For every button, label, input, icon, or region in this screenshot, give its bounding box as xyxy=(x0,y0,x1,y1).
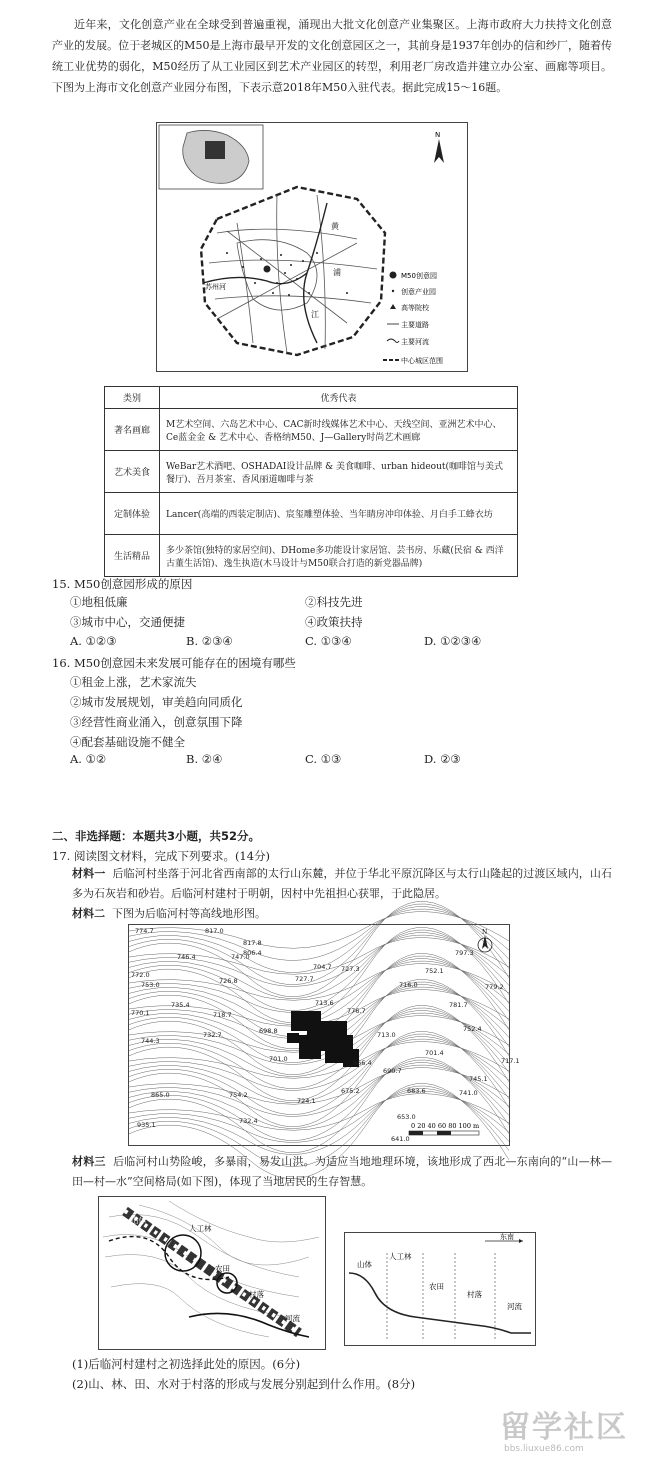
legend-university: 高等院校 xyxy=(401,304,429,312)
label-pu: 浦 xyxy=(333,268,341,277)
elevation-label: 817.0 xyxy=(205,927,224,935)
elevation-label: 744.3 xyxy=(141,1037,160,1045)
contour-line xyxy=(129,1068,509,1105)
contour-north-label: N xyxy=(482,929,488,936)
q16-item: ④配套基础设施不健全 xyxy=(70,735,185,749)
table-cell-examples: 多少茶馆(独特的家居空间)、DHome多功能设计家居馆、芸书房、乐藏(民宿 & 西洋古董生活馆)、逸生执造(木马设计与M50联合打造的新党器品牌) xyxy=(160,535,518,577)
elevation-label: 641.0 xyxy=(391,1135,410,1143)
shanghai-creative-park-map xyxy=(156,122,468,372)
elevation-label: 741.0 xyxy=(459,1089,478,1097)
site-watermark-logo xyxy=(500,1402,650,1462)
material-one-label: 材料一 xyxy=(72,867,106,880)
label-jiang: 江 xyxy=(311,310,319,319)
material-two xyxy=(72,904,266,924)
q16-choice-c[interactable]: C. ①③ xyxy=(305,752,342,766)
cross-section-figure xyxy=(344,1232,536,1346)
north-arrow-icon xyxy=(434,139,444,163)
table-row xyxy=(105,535,518,577)
elevation-label: 754.2 xyxy=(229,1091,248,1099)
profile-label-farmland: 农田 xyxy=(429,1282,444,1291)
q16-item: ②城市发展规划，审美趋向同质化 xyxy=(70,695,243,709)
table-row xyxy=(105,493,518,535)
elevation-label: 779.2 xyxy=(485,983,504,991)
elevation-label: 698.8 xyxy=(259,1027,278,1035)
q15-stem: 15. M50创意园形成的原因 xyxy=(52,577,193,591)
material-one xyxy=(72,864,612,904)
elevation-label: 772.0 xyxy=(131,971,150,979)
elevation-label: 713.6 xyxy=(315,999,334,1007)
creative-parks xyxy=(226,252,348,296)
elevation-label: 675.2 xyxy=(341,1087,360,1095)
elevation-label: 735.4 xyxy=(171,1001,190,1009)
elevation-label: 701.0 xyxy=(269,1055,288,1063)
q16-stem: 16. M50创意园未来发展可能存在的困境有哪些 xyxy=(52,656,296,670)
q17-subquestion-1: (1)后临河村建村之初选择此处的原因。(6分) xyxy=(72,1357,301,1371)
elevation-label: 726.8 xyxy=(219,977,238,985)
legend-river: 主要河流 xyxy=(401,338,429,346)
elevation-label: 732.4 xyxy=(239,1117,258,1125)
table-header: 优秀代表 xyxy=(160,387,518,409)
table-cell-category: 定制体验 xyxy=(105,493,160,535)
elevation-label: 747.0 xyxy=(231,953,250,961)
layout-label-mountain: 山体 xyxy=(131,1216,146,1225)
elevation-label: 797.3 xyxy=(455,949,474,957)
table-cell-category: 生活精品 xyxy=(105,535,160,577)
q15-item: ④政策扶持 xyxy=(305,615,363,629)
elevation-label: 717.1 xyxy=(501,1057,520,1065)
material-one-text: 后临河村坐落于河北省西南部的太行山东麓，并位于华北平原沉降区与太行山隆起的过渡区域内，山石多为石灰岩和砂岩。后临河村建村于明朝，因村中先祖担心获罪，于此隐居。 xyxy=(72,867,613,900)
table-header: 类别 xyxy=(105,387,160,409)
profile-label-forest: 人工林 xyxy=(389,1252,412,1261)
table-row xyxy=(105,451,518,493)
table-cell-examples: M艺术空间、六岛艺术中心、CAC新时线媒体艺术中心、天线空间、亚洲艺术中心、Ce蓝金金 & 艺术中心、香格纳M50、J—Gallery时尚艺术画廊 xyxy=(160,409,518,451)
elevation-label: 724.1 xyxy=(297,1097,316,1105)
map1-legend xyxy=(383,271,443,365)
layout-label-river: 河流 xyxy=(285,1314,300,1323)
village-buildings xyxy=(287,1011,359,1067)
section-heading: 二、非选择题：本题共3小题，共52分。 xyxy=(52,829,261,843)
elevation-label: 666.4 xyxy=(353,1059,372,1067)
table-cell-category: 艺术美食 xyxy=(105,451,160,493)
legend-m50: M50创意园 xyxy=(401,272,437,280)
elevation-label: 653.0 xyxy=(397,1113,416,1121)
elevation-label: 727.7 xyxy=(295,975,314,983)
q15-choice-c[interactable]: C. ①③④ xyxy=(305,634,352,648)
q16-item: ③经营性商业涌入，创意氛围下降 xyxy=(70,715,243,729)
scale-bar xyxy=(409,1122,479,1135)
q17-subquestion-2: (2)山、林、田、水对于村落的形成与发展分别起到什么作用。(8分) xyxy=(72,1377,416,1391)
elevation-label: 806.4 xyxy=(243,949,262,957)
legend-central-area: 中心城区范围 xyxy=(401,357,443,365)
legend-road: 主要道路 xyxy=(401,321,429,329)
elevation-label: 718.7 xyxy=(213,1011,232,1019)
m50-park-marker xyxy=(264,266,271,273)
layout-label-forest: 人工林 xyxy=(189,1224,212,1233)
major-roads xyxy=(209,195,377,353)
elevation-label: 781.7 xyxy=(449,1001,468,1009)
elevation-label: 701.4 xyxy=(425,1049,444,1057)
label-huang: 黄 xyxy=(331,222,339,231)
elevation-label: 817.8 xyxy=(243,939,262,947)
q17-stem: 17. 阅读图文材料，完成下列要求。(14分) xyxy=(52,849,271,863)
q15-item: ③城市中心，交通便捷 xyxy=(70,615,185,629)
elevation-label: 683.6 xyxy=(407,1087,426,1095)
table-cell-examples: Lancer(高端的西装定制店)、宸玺雕塑体验、当年睛房冲印体验、月白手工蜂衣坊 xyxy=(160,493,518,535)
elevation-label: 704.7 xyxy=(313,963,332,971)
profile-label-river: 河流 xyxy=(507,1302,522,1311)
profile-label-mountain: 山体 xyxy=(357,1260,372,1269)
q15-item: ①地租低廉 xyxy=(70,595,128,609)
elevation-label: 865.0 xyxy=(151,1091,170,1099)
legend-creative-park: 创意产业园 xyxy=(401,288,436,296)
watermark-url: bbs.liuxue86.com xyxy=(504,1444,584,1454)
material-three-label: 材料三 xyxy=(72,1155,106,1168)
material-three-text: 后临河村山势险峻，多暴雨，易发山洪。为适应当地地理环境，该地形成了西北—东南向的“山—林—田—村—水”空间格局(如下图)，体现了当地居民的生存智慧。 xyxy=(72,1155,612,1188)
q16-item: ①租金上涨，艺术家流失 xyxy=(70,675,197,689)
intro-paragraph: 近年来，文化创意产业在全球受到普遍重视，涌现出大批文化创意产业集聚区。上海市政府大力扶持文化创意产业的发展。位于老城区的M50是上海市最早开发的文化创意园区之一，其前身是1937年创办的信和纱厂，随着传统工业优势的弱化，M50经历了从工业园区到艺术产业园区的转型，利用老厂房改造并建立办公室、画廊等项目。下图为上海市文化创意产业园分布图，下表示意2018年M50入驻代表。据此完成15～16题。 xyxy=(52,18,612,94)
contour-map xyxy=(128,924,520,1146)
q15-choice-b[interactable]: B. ②③④ xyxy=(186,634,233,648)
map1-north-label: N xyxy=(435,131,441,139)
table-header-row xyxy=(105,387,518,409)
q15-choice-a[interactable]: A. ①②③ xyxy=(70,634,117,648)
spatial-layout-map xyxy=(98,1196,326,1350)
elevation-label: 745.1 xyxy=(469,1075,488,1083)
layout-label-farmland: 农田 xyxy=(215,1264,230,1273)
layout-label-village: 村落 xyxy=(249,1290,264,1299)
elevation-label: 727.3 xyxy=(341,965,360,973)
material-three xyxy=(72,1152,612,1192)
label-suzhouhe: 苏州河 xyxy=(205,283,226,291)
elevation-label: 732.7 xyxy=(203,1031,222,1039)
q16-choice-d[interactable]: D. ②③ xyxy=(424,752,461,766)
elevation-label: 690.7 xyxy=(383,1067,402,1075)
q16-choice-a[interactable]: A. ①② xyxy=(70,752,107,766)
scale-bar-label: 0 20 40 60 80 100 m xyxy=(411,1122,480,1130)
elevation-label: 776.7 xyxy=(347,1007,366,1015)
watermark-main: 留学社区 xyxy=(500,1410,628,1445)
q16-choice-b[interactable]: B. ②④ xyxy=(186,752,223,766)
q15-choice-d[interactable]: D. ①②③④ xyxy=(424,634,482,648)
elevation-label: 746.4 xyxy=(177,953,196,961)
table-cell-examples: WeBar艺术酒吧、OSHADAI设计品牌 & 美食咖啡、urban hideout(咖啡馆与美式餐厅)、吾月茶室、香风丽道咖啡与茶 xyxy=(160,451,518,493)
elevation-label: 752.4 xyxy=(463,1025,482,1033)
direction-label: 东南 xyxy=(500,1233,514,1241)
table-row xyxy=(105,409,518,451)
elevation-label: 752.1 xyxy=(425,967,444,975)
elevation-label: 713.0 xyxy=(377,1031,396,1039)
profile-label-village: 村落 xyxy=(467,1290,482,1299)
material-two-text: 下图为后临河村等高线地形图。 xyxy=(112,907,266,920)
material-two-label: 材料二 xyxy=(72,907,105,920)
central-area-boundary xyxy=(201,187,385,355)
elevation-label: 770.1 xyxy=(131,1009,150,1017)
table-cell-category: 著名画廊 xyxy=(105,409,160,451)
elevation-label: 935.1 xyxy=(137,1121,156,1129)
m50-tenants-table xyxy=(104,386,518,577)
inset-map xyxy=(159,125,263,189)
elevation-label: 716.0 xyxy=(399,981,418,989)
elevation-label: 753.0 xyxy=(141,981,160,989)
q15-item: ②科技先进 xyxy=(305,595,363,609)
elevation-label: 774.7 xyxy=(135,927,154,935)
